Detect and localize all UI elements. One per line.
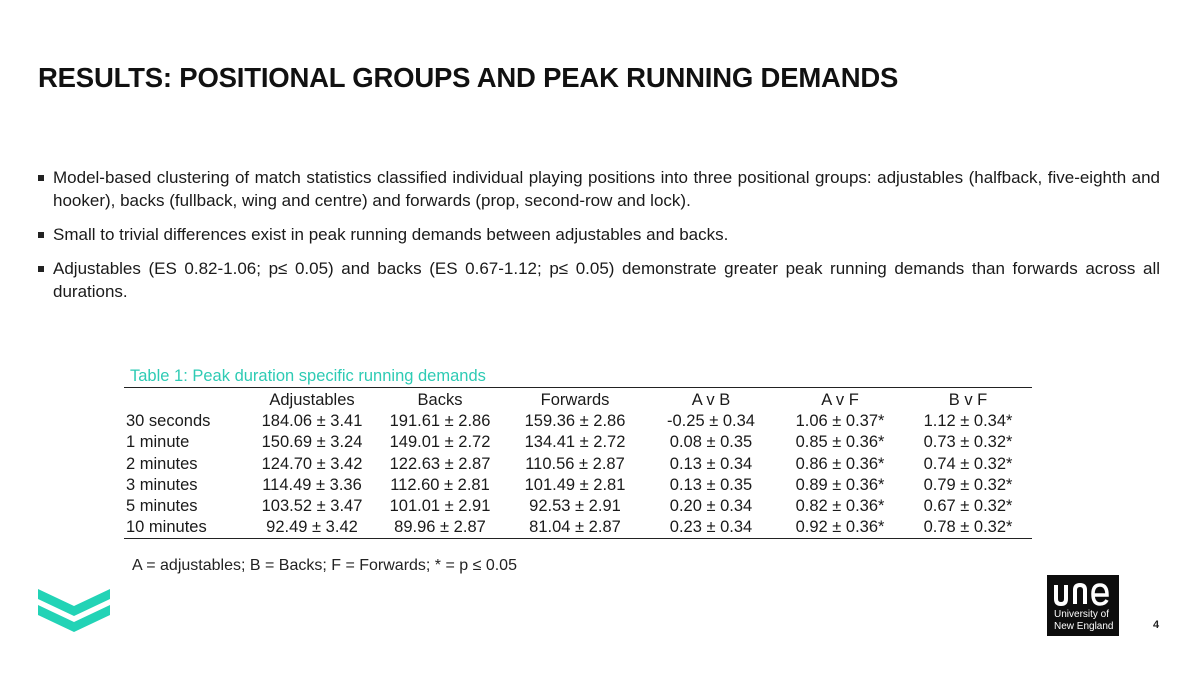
- bullet-text: Model-based clustering of match statistics classified individual playing positions into three positional groups: adjustables (halfback, five-eighth and hooker), backs (fullback, wing and centre) and forwards (prop, second-row and lock).: [53, 168, 1160, 210]
- table-cell: 1.12 ± 0.34*: [923, 412, 1013, 431]
- table-cell: 149.01 ± 2.72: [389, 433, 491, 452]
- table-cell: 103.52 ± 3.47: [261, 497, 363, 516]
- table-cell: 0.89 ± 0.36*: [795, 475, 885, 494]
- column-header: [124, 388, 248, 412]
- row-label: 30 seconds: [126, 412, 211, 431]
- table-cell: 0.08 ± 0.35: [669, 433, 753, 452]
- bullet-square-icon: [38, 232, 44, 238]
- row-label: 5 minutes: [126, 497, 198, 516]
- table-footnote: A = adjustables; B = Backs; F = Forwards; * = p ≤ 0.05: [132, 557, 517, 574]
- table-cell: 101.49 ± 2.81: [524, 475, 626, 494]
- table-row: [124, 496, 1032, 517]
- bullet-item: [38, 257, 1160, 303]
- bullet-square-icon: [38, 266, 44, 272]
- une-university-logo: [1047, 575, 1119, 636]
- table-cell: 0.13 ± 0.35: [669, 475, 753, 494]
- table-cell: 0.13 ± 0.34: [669, 454, 753, 473]
- table-cell: 159.36 ± 2.86: [524, 412, 626, 431]
- table-cell: 150.69 ± 3.24: [261, 433, 363, 452]
- une-wordmark-icon: [1053, 579, 1113, 607]
- table-cell: 0.92 ± 0.36*: [795, 518, 885, 537]
- table-cell: 110.56 ± 2.87: [525, 454, 625, 473]
- table-row: [124, 475, 1032, 496]
- column-header: A v B: [691, 391, 731, 410]
- table-cell: 92.53 ± 2.91: [529, 497, 621, 516]
- column-header: B v F: [948, 391, 988, 410]
- table-cell: 92.49 ± 3.42: [266, 518, 358, 537]
- bullet-item: [38, 166, 1160, 212]
- peak-demands-table: [124, 387, 1032, 539]
- slide-title: RESULTS: POSITIONAL GROUPS AND PEAK RUNNING DEMANDS: [38, 62, 899, 93]
- table-cell: 81.04 ± 2.87: [529, 518, 621, 537]
- table-cell: 0.85 ± 0.36*: [795, 433, 885, 452]
- table-cell: 0.82 ± 0.36*: [795, 497, 885, 516]
- table-cell: 0.23 ± 0.34: [669, 518, 753, 537]
- bullet-item: [38, 223, 1160, 246]
- table-cell: 0.79 ± 0.32*: [923, 475, 1013, 494]
- table-cell: 101.01 ± 2.91: [389, 497, 491, 516]
- table-cell: 112.60 ± 2.81: [390, 475, 490, 494]
- results-table-container: [124, 365, 1032, 539]
- table-caption: Table 1: Peak duration specific running demands: [130, 367, 486, 385]
- teal-chevron-logo-icon: [38, 586, 110, 639]
- row-label: 3 minutes: [126, 475, 198, 494]
- une-logo-line2: New England: [1054, 621, 1114, 632]
- bullet-text: Small to trivial differences exist in peak running demands between adjustables and backs.: [53, 225, 729, 244]
- table-cell: 191.61 ± 2.86: [389, 412, 491, 431]
- column-header: Forwards: [540, 391, 610, 410]
- table-header-row: [124, 388, 1032, 412]
- table-cell: 0.86 ± 0.36*: [795, 454, 885, 473]
- table-cell: 0.78 ± 0.32*: [923, 518, 1013, 537]
- table-row: [124, 454, 1032, 475]
- table-cell: 0.73 ± 0.32*: [923, 433, 1013, 452]
- column-header: Backs: [417, 391, 463, 410]
- column-header: Adjustables: [269, 391, 355, 410]
- table-cell: 184.06 ± 3.41: [261, 412, 363, 431]
- row-label: 10 minutes: [126, 518, 207, 537]
- une-logo-line1: University of: [1054, 609, 1110, 620]
- page-number: 4: [1153, 619, 1160, 631]
- table-cell: 114.49 ± 3.36: [262, 475, 362, 494]
- table-cell: 0.20 ± 0.34: [669, 497, 753, 516]
- table-cell: 1.06 ± 0.37*: [795, 412, 885, 431]
- table-cell: 0.74 ± 0.32*: [923, 454, 1013, 473]
- table-cell: 89.96 ± 2.87: [394, 518, 486, 537]
- row-label: 2 minutes: [126, 454, 198, 473]
- bullet-list: [38, 166, 1160, 314]
- table-cell: -0.25 ± 0.34: [667, 412, 755, 431]
- table-cell: 134.41 ± 2.72: [524, 433, 626, 452]
- table-cell: 124.70 ± 3.42: [261, 454, 363, 473]
- table-cell: 122.63 ± 2.87: [389, 454, 491, 473]
- table-row: [124, 432, 1032, 453]
- table-row: [124, 517, 1032, 539]
- bullet-text: Adjustables (ES 0.82-1.06; p≤ 0.05) and backs (ES 0.67-1.12; p≤ 0.05) demonstrate greater peak running demands than forwards across all durations.: [53, 259, 1160, 301]
- table-row: [124, 411, 1032, 432]
- row-label: 1 minute: [126, 433, 190, 452]
- table-cell: 0.67 ± 0.32*: [923, 497, 1013, 516]
- bullet-square-icon: [38, 175, 44, 181]
- column-header: A v F: [821, 391, 859, 410]
